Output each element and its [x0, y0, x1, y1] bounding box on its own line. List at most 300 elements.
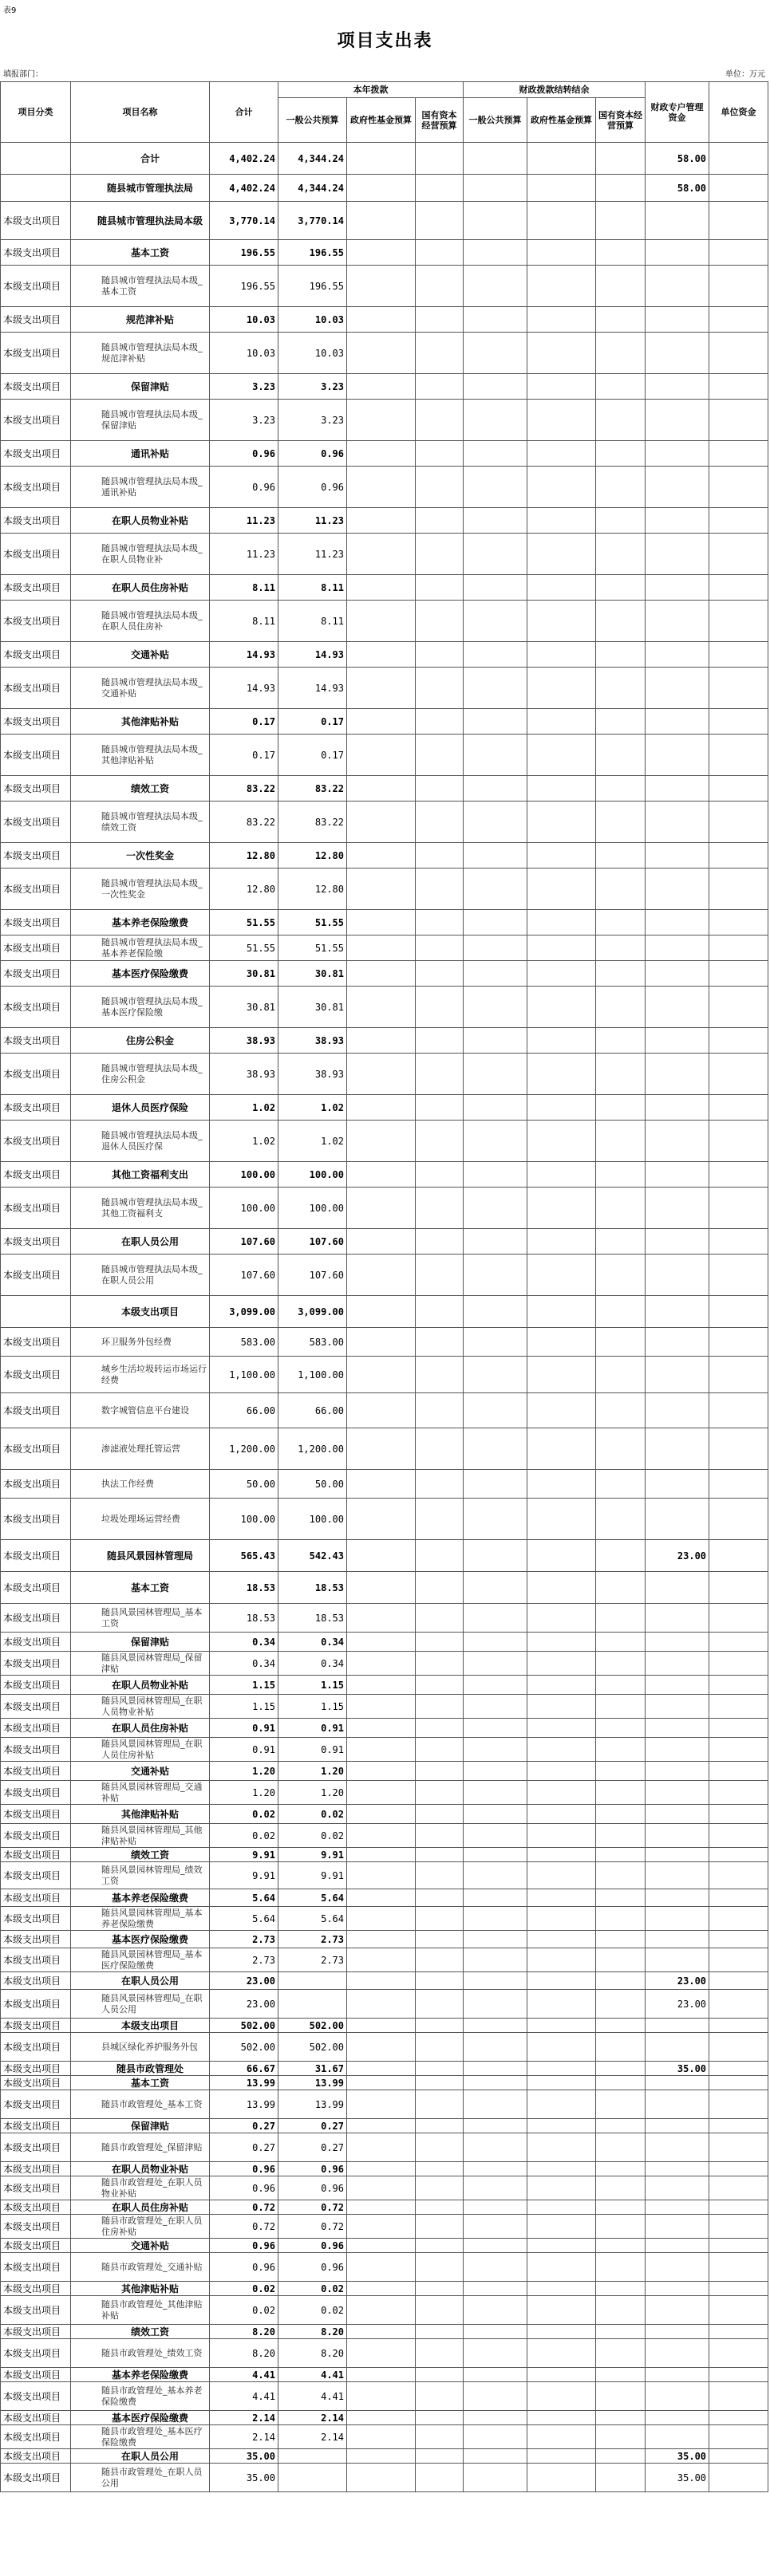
row-carry-general-budget	[464, 1572, 527, 1604]
table-row	[1, 1328, 768, 1357]
row-carry-state-capital-budget	[596, 1296, 646, 1328]
row-carry-state-capital-budget	[596, 1428, 646, 1470]
row-category: 本级支出项目	[1, 1676, 71, 1695]
row-project-name: 随县风景园林管理局_绩效工资	[71, 1862, 210, 1889]
row-unit-funds	[709, 1990, 768, 2019]
row-carry-state-capital-budget	[596, 240, 646, 266]
row-project-name: 随县城市管理执法局	[71, 175, 210, 202]
row-carry-general-budget	[464, 1695, 527, 1719]
table-row	[1, 1604, 768, 1633]
row-special-account	[646, 467, 709, 508]
row-state-capital-budget	[416, 2215, 464, 2239]
row-carry-general-budget	[464, 143, 527, 175]
row-category: 本级支出项目	[1, 333, 71, 374]
row-fund-budget	[347, 266, 416, 307]
row-fund-budget	[347, 1948, 416, 1972]
row-category: 本级支出项目	[1, 802, 71, 843]
row-carry-general-budget	[464, 1328, 527, 1357]
table-row	[1, 1889, 768, 1907]
row-fund-budget	[347, 776, 416, 802]
table-row	[1, 1028, 768, 1054]
row-state-capital-budget	[416, 2411, 464, 2425]
col-header-unit-funds: 单位资金	[709, 82, 768, 143]
row-fund-budget	[347, 2282, 416, 2296]
row-general-budget: 0.72	[278, 2215, 347, 2239]
row-unit-funds	[709, 1948, 768, 1972]
row-unit-funds	[709, 2411, 768, 2425]
row-carry-general-budget	[464, 266, 527, 307]
row-category: 本级支出项目	[1, 1604, 71, 1633]
row-carry-general-budget	[464, 1028, 527, 1054]
row-state-capital-budget	[416, 1633, 464, 1652]
row-carry-general-budget	[464, 601, 527, 642]
row-fund-budget	[347, 1824, 416, 1848]
row-special-account	[646, 2425, 709, 2449]
row-carry-general-budget	[464, 1781, 527, 1805]
row-carry-general-budget	[464, 1540, 527, 1572]
row-project-name: 垃圾处理场运营经费	[71, 1499, 210, 1540]
row-general-budget: 107.60	[278, 1229, 347, 1255]
row-special-account	[646, 1676, 709, 1695]
row-special-account	[646, 2162, 709, 2176]
row-carry-general-budget	[464, 467, 527, 508]
table-row	[1, 266, 768, 307]
row-carry-state-capital-budget	[596, 1162, 646, 1188]
row-general-budget: 0.96	[278, 2239, 347, 2253]
row-fund-budget	[347, 2239, 416, 2253]
row-unit-funds	[709, 1296, 768, 1328]
row-unit-funds	[709, 467, 768, 508]
row-total: 565.43	[210, 1540, 278, 1572]
row-carry-fund-budget	[527, 1499, 596, 1540]
row-carry-general-budget	[464, 1121, 527, 1162]
row-general-budget: 0.02	[278, 2296, 347, 2325]
row-general-budget: 0.34	[278, 1633, 347, 1652]
row-state-capital-budget	[416, 776, 464, 802]
row-state-capital-budget	[416, 1824, 464, 1848]
table-row	[1, 2339, 768, 2368]
row-category: 本级支出项目	[1, 961, 71, 987]
table-row	[1, 2062, 768, 2076]
row-carry-general-budget	[464, 1188, 527, 1229]
row-total: 2.14	[210, 2425, 278, 2449]
row-carry-fund-budget	[527, 1848, 596, 1862]
row-state-capital-budget	[416, 709, 464, 735]
row-general-budget: 14.93	[278, 642, 347, 668]
row-project-name: 随县城市管理执法局本级_保留津贴	[71, 400, 210, 441]
row-carry-general-budget	[464, 1604, 527, 1633]
row-special-account	[646, 1848, 709, 1862]
row-general-budget: 8.11	[278, 601, 347, 642]
row-carry-state-capital-budget	[596, 2411, 646, 2425]
row-general-budget: 2.73	[278, 1948, 347, 1972]
row-general-budget: 1.15	[278, 1676, 347, 1695]
row-project-name: 随县城市管理执法局本级_通讯补贴	[71, 467, 210, 508]
row-category: 本级支出项目	[1, 2282, 71, 2296]
row-state-capital-budget	[416, 1805, 464, 1824]
row-fund-budget	[347, 1604, 416, 1633]
row-state-capital-budget	[416, 961, 464, 987]
row-state-capital-budget	[416, 1738, 464, 1762]
row-category: 本级支出项目	[1, 668, 71, 709]
row-category: 本级支出项目	[1, 2296, 71, 2325]
row-unit-funds	[709, 2425, 768, 2449]
row-carry-general-budget	[464, 961, 527, 987]
col-header-carry-fund-budget: 政府性基金预算	[527, 98, 596, 143]
row-carry-general-budget	[464, 2411, 527, 2425]
row-carry-fund-budget	[527, 1054, 596, 1095]
row-total: 51.55	[210, 935, 278, 961]
row-state-capital-budget	[416, 534, 464, 575]
row-category: 本级支出项目	[1, 1990, 71, 2019]
row-carry-state-capital-budget	[596, 1676, 646, 1695]
row-special-account	[646, 935, 709, 961]
row-total: 14.93	[210, 668, 278, 709]
table-row	[1, 1719, 768, 1738]
row-general-budget: 83.22	[278, 802, 347, 843]
row-state-capital-budget	[416, 1972, 464, 1990]
row-special-account	[646, 2296, 709, 2325]
row-total: 10.03	[210, 307, 278, 333]
row-state-capital-budget	[416, 2449, 464, 2464]
row-carry-state-capital-budget	[596, 642, 646, 668]
row-total: 0.96	[210, 2176, 278, 2200]
row-general-budget: 0.91	[278, 1719, 347, 1738]
row-unit-funds	[709, 2253, 768, 2282]
row-fund-budget	[347, 1540, 416, 1572]
row-carry-general-budget	[464, 935, 527, 961]
row-special-account	[646, 802, 709, 843]
row-total: 83.22	[210, 802, 278, 843]
row-total: 4.41	[210, 2368, 278, 2382]
row-carry-fund-budget	[527, 467, 596, 508]
row-project-name: 随县市政管理处_基本养老保险缴费	[71, 2382, 210, 2411]
table-row	[1, 2176, 768, 2200]
row-carry-fund-budget	[527, 1328, 596, 1357]
row-category: 本级支出项目	[1, 2425, 71, 2449]
row-carry-state-capital-budget	[596, 400, 646, 441]
row-general-budget: 0.27	[278, 2133, 347, 2162]
row-carry-fund-budget	[527, 2411, 596, 2425]
row-category: 本级支出项目	[1, 1188, 71, 1229]
row-special-account	[646, 1633, 709, 1652]
row-unit-funds	[709, 2133, 768, 2162]
row-category: 本级支出项目	[1, 1889, 71, 1907]
table-row	[1, 1162, 768, 1188]
row-category: 本级支出项目	[1, 1328, 71, 1357]
row-state-capital-budget	[416, 2368, 464, 2382]
row-state-capital-budget	[416, 400, 464, 441]
table-row	[1, 961, 768, 987]
row-general-budget: 38.93	[278, 1054, 347, 1095]
row-carry-general-budget	[464, 2019, 527, 2033]
row-state-capital-budget	[416, 1762, 464, 1781]
table-row	[1, 1862, 768, 1889]
row-general-budget: 11.23	[278, 508, 347, 534]
row-fund-budget	[347, 1848, 416, 1862]
row-total: 2.73	[210, 1948, 278, 1972]
row-category: 本级支出项目	[1, 1907, 71, 1931]
row-total: 0.17	[210, 735, 278, 776]
row-carry-general-budget	[464, 2296, 527, 2325]
row-unit-funds	[709, 1862, 768, 1889]
table-row	[1, 601, 768, 642]
row-project-name: 住房公积金	[71, 1028, 210, 1054]
row-carry-fund-budget	[527, 2239, 596, 2253]
row-special-account: 58.00	[646, 175, 709, 202]
row-project-name: 在职人员公用	[71, 1229, 210, 1255]
row-project-name: 规范津补贴	[71, 307, 210, 333]
row-fund-budget	[347, 1572, 416, 1604]
row-carry-general-budget	[464, 2464, 527, 2492]
row-fund-budget	[347, 2449, 416, 2464]
row-carry-general-budget	[464, 1931, 527, 1948]
row-project-name: 随县风景园林管理局_交通补贴	[71, 1781, 210, 1805]
row-state-capital-budget	[416, 843, 464, 869]
row-carry-state-capital-budget	[596, 266, 646, 307]
row-carry-fund-budget	[527, 2464, 596, 2492]
row-project-name: 其他津贴补贴	[71, 2282, 210, 2296]
row-unit-funds	[709, 2062, 768, 2076]
row-project-name: 保留津贴	[71, 374, 210, 400]
row-special-account	[646, 1781, 709, 1805]
row-fund-budget	[347, 2215, 416, 2239]
row-category: 本级支出项目	[1, 709, 71, 735]
row-category: 本级支出项目	[1, 2464, 71, 2492]
row-fund-budget	[347, 240, 416, 266]
row-fund-budget	[347, 2162, 416, 2176]
row-special-account	[646, 2282, 709, 2296]
row-special-account	[646, 2368, 709, 2382]
row-carry-state-capital-budget	[596, 1255, 646, 1296]
row-total: 4.41	[210, 2382, 278, 2411]
row-project-name: 基本工资	[71, 2076, 210, 2090]
table-row	[1, 1762, 768, 1781]
row-carry-state-capital-budget	[596, 1633, 646, 1652]
table-row	[1, 2162, 768, 2176]
row-carry-general-budget	[464, 1719, 527, 1738]
row-unit-funds	[709, 2162, 768, 2176]
row-category: 本级支出项目	[1, 935, 71, 961]
row-state-capital-budget	[416, 1121, 464, 1162]
row-state-capital-budget	[416, 508, 464, 534]
row-carry-state-capital-budget	[596, 175, 646, 202]
row-special-account: 35.00	[646, 2449, 709, 2464]
row-carry-fund-budget	[527, 2062, 596, 2076]
row-general-budget: 0.17	[278, 735, 347, 776]
row-project-name: 在职人员住房补贴	[71, 575, 210, 601]
row-category: 本级支出项目	[1, 1572, 71, 1604]
row-carry-fund-budget	[527, 202, 596, 240]
row-fund-budget	[347, 143, 416, 175]
row-unit-funds	[709, 333, 768, 374]
row-unit-funds	[709, 1848, 768, 1862]
row-total: 13.99	[210, 2076, 278, 2090]
row-state-capital-budget	[416, 2339, 464, 2368]
row-carry-state-capital-budget	[596, 2425, 646, 2449]
row-carry-fund-budget	[527, 266, 596, 307]
row-special-account	[646, 2382, 709, 2411]
table-row	[1, 2200, 768, 2215]
row-carry-state-capital-budget	[596, 601, 646, 642]
row-project-name: 随县风景园林管理局_其他津贴补贴	[71, 1824, 210, 1848]
row-general-budget: 3.23	[278, 400, 347, 441]
row-special-account	[646, 2200, 709, 2215]
row-total: 30.81	[210, 961, 278, 987]
row-carry-general-budget	[464, 2076, 527, 2090]
row-special-account	[646, 1572, 709, 1604]
col-header-carry-state-capital-budget: 国有资本经营预算	[596, 98, 646, 143]
row-category: 本级支出项目	[1, 374, 71, 400]
row-project-name: 基本工资	[71, 1572, 210, 1604]
row-fund-budget	[347, 1296, 416, 1328]
row-state-capital-budget	[416, 1781, 464, 1805]
table-row	[1, 1633, 768, 1652]
row-category	[1, 143, 71, 175]
row-state-capital-budget	[416, 1695, 464, 1719]
row-unit-funds	[709, 1328, 768, 1357]
row-fund-budget	[347, 1719, 416, 1738]
row-fund-budget	[347, 175, 416, 202]
row-fund-budget	[347, 1805, 416, 1824]
row-total: 51.55	[210, 910, 278, 935]
row-carry-fund-budget	[527, 2368, 596, 2382]
row-fund-budget	[347, 333, 416, 374]
row-project-name: 执法工作经费	[71, 1470, 210, 1499]
row-total: 1.02	[210, 1121, 278, 1162]
row-special-account	[646, 534, 709, 575]
row-total: 3.23	[210, 400, 278, 441]
row-special-account	[646, 1054, 709, 1095]
row-carry-general-budget	[464, 575, 527, 601]
row-carry-fund-budget	[527, 2176, 596, 2200]
row-state-capital-budget	[416, 575, 464, 601]
row-carry-state-capital-budget	[596, 1738, 646, 1762]
row-special-account: 35.00	[646, 2062, 709, 2076]
row-general-budget	[278, 1990, 347, 2019]
row-project-name: 基本工资	[71, 240, 210, 266]
row-total: 38.93	[210, 1054, 278, 1095]
table-row	[1, 2449, 768, 2464]
row-carry-state-capital-budget	[596, 2215, 646, 2239]
row-unit-funds	[709, 802, 768, 843]
col-header-current-year: 本年拨款	[278, 82, 464, 98]
row-carry-fund-budget	[527, 1296, 596, 1328]
table-row	[1, 1948, 768, 1972]
row-carry-general-budget	[464, 1676, 527, 1695]
row-total: 8.20	[210, 2339, 278, 2368]
row-carry-general-budget	[464, 1805, 527, 1824]
row-carry-fund-budget	[527, 2325, 596, 2339]
row-unit-funds	[709, 1972, 768, 1990]
project-expenditure-table	[0, 81, 768, 2492]
row-carry-general-budget	[464, 2133, 527, 2162]
row-state-capital-budget	[416, 1931, 464, 1948]
row-carry-fund-budget	[527, 987, 596, 1028]
row-unit-funds	[709, 2449, 768, 2464]
row-project-name: 随县城市管理执法局本级	[71, 202, 210, 240]
row-general-budget: 0.96	[278, 2253, 347, 2282]
row-unit-funds	[709, 1719, 768, 1738]
row-general-budget: 0.91	[278, 1738, 347, 1762]
row-carry-general-budget	[464, 1824, 527, 1848]
row-special-account	[646, 266, 709, 307]
row-unit-funds	[709, 1540, 768, 1572]
row-state-capital-budget	[416, 441, 464, 467]
row-category: 本级支出项目	[1, 2062, 71, 2076]
row-fund-budget	[347, 1862, 416, 1889]
row-carry-fund-budget	[527, 961, 596, 987]
table-row	[1, 910, 768, 935]
row-unit-funds	[709, 961, 768, 987]
row-fund-budget	[347, 1162, 416, 1188]
table-row	[1, 1907, 768, 1931]
row-category: 本级支出项目	[1, 2368, 71, 2382]
row-special-account: 23.00	[646, 1990, 709, 2019]
row-fund-budget	[347, 1121, 416, 1162]
table-row	[1, 2033, 768, 2062]
row-unit-funds	[709, 601, 768, 642]
table-row	[1, 2090, 768, 2119]
row-carry-state-capital-budget	[596, 2325, 646, 2339]
row-state-capital-budget	[416, 1296, 464, 1328]
row-carry-state-capital-budget	[596, 2449, 646, 2464]
row-category: 本级支出项目	[1, 1028, 71, 1054]
row-project-name: 交通补贴	[71, 642, 210, 668]
col-header-carry-general-budget: 一般公共预算	[464, 98, 527, 143]
row-total: 0.27	[210, 2133, 278, 2162]
row-project-name: 随县风景园林管理局_基本养老保险缴费	[71, 1907, 210, 1931]
row-carry-general-budget	[464, 2339, 527, 2368]
row-carry-state-capital-budget	[596, 2464, 646, 2492]
row-unit-funds	[709, 2282, 768, 2296]
row-unit-funds	[709, 1095, 768, 1121]
row-category: 本级支出项目	[1, 1162, 71, 1188]
row-unit-funds	[709, 1676, 768, 1695]
row-carry-general-budget	[464, 534, 527, 575]
row-special-account	[646, 2325, 709, 2339]
row-unit-funds	[709, 869, 768, 910]
row-state-capital-budget	[416, 2200, 464, 2215]
row-category: 本级支出项目	[1, 2033, 71, 2062]
row-special-account	[646, 1162, 709, 1188]
row-project-name: 基本养老保险缴费	[71, 910, 210, 935]
row-project-name: 随县城市管理执法局本级_基本医疗保险缴	[71, 987, 210, 1028]
row-special-account	[646, 202, 709, 240]
row-fund-budget	[347, 1328, 416, 1357]
row-total: 3.23	[210, 374, 278, 400]
table-row	[1, 1781, 768, 1805]
row-carry-fund-budget	[527, 2425, 596, 2449]
row-special-account	[646, 987, 709, 1028]
row-state-capital-budget	[416, 2090, 464, 2119]
row-total: 0.27	[210, 2119, 278, 2133]
row-general-budget: 196.55	[278, 266, 347, 307]
row-state-capital-budget	[416, 333, 464, 374]
row-total: 196.55	[210, 266, 278, 307]
row-unit-funds	[709, 534, 768, 575]
row-project-name: 合计	[71, 143, 210, 175]
row-carry-general-budget	[464, 1848, 527, 1862]
row-project-name: 在职人员公用	[71, 2449, 210, 2464]
row-total: 50.00	[210, 1470, 278, 1499]
row-carry-fund-budget	[527, 1428, 596, 1470]
row-carry-fund-budget	[527, 374, 596, 400]
row-carry-fund-budget	[527, 143, 596, 175]
row-fund-budget	[347, 1428, 416, 1470]
row-carry-state-capital-budget	[596, 1604, 646, 1633]
row-carry-state-capital-budget	[596, 1719, 646, 1738]
